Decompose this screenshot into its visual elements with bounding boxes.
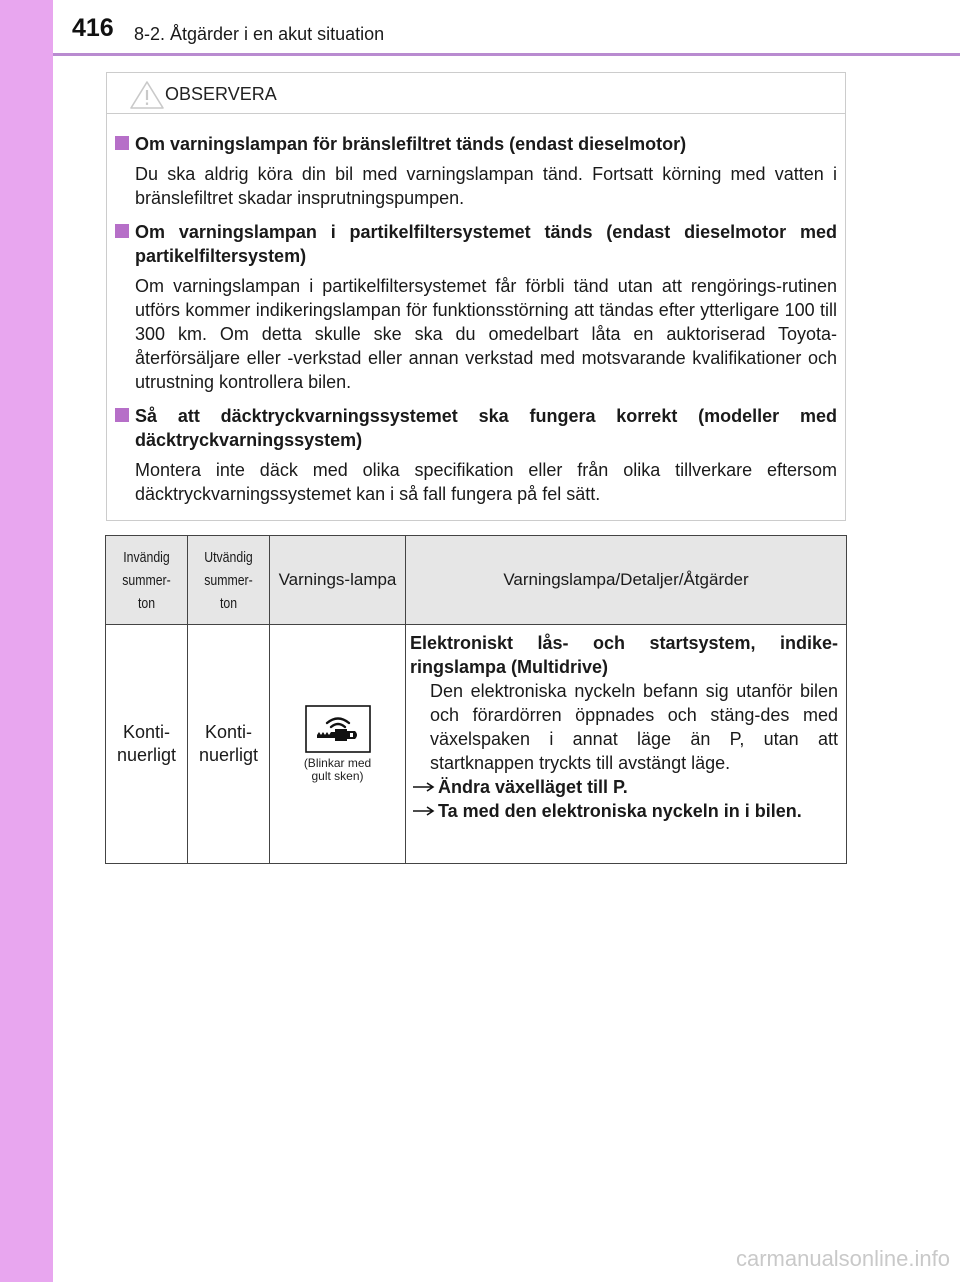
warning-triangle-icon [129, 80, 165, 110]
action-text: Ändra växelläget till P. [438, 777, 628, 797]
header-external-text: Utvändig summer-ton [204, 548, 253, 612]
lamp-icon-wrap [271, 705, 404, 783]
arrow-right-icon [412, 781, 436, 793]
page-number: 416 [72, 14, 114, 42]
header-warning-lamp: Varnings-lampa [270, 536, 406, 625]
caution-notes [107, 114, 845, 506]
cell-warning-lamp [270, 625, 406, 864]
action-item [410, 775, 838, 799]
side-tab-bar [0, 0, 53, 1282]
smart-key-warning-icon [305, 705, 371, 753]
header-internal-text: Invändig summer-ton [122, 548, 171, 612]
action-text: Ta med den elektroniska nyckeln in i bilen. [438, 801, 802, 821]
note-text: Montera inte däck med olika specifikation eller från olika tillverkare eftersom däcktryckvarningssystemet kan i så fall fungera på fel sätt. [135, 460, 837, 504]
note-title [113, 220, 837, 268]
detail-description: Den elektroniska nyckeln befann sig utanför bilen och förardörren öppnades och stäng-des med växelspaken i annat läge än P, utan att startknappen tryckts till avstängt läge. [430, 681, 838, 773]
note-title [113, 132, 837, 156]
square-bullet-icon [115, 408, 129, 422]
header-details: Varningslampa/Detaljer/Åtgärder [406, 536, 847, 625]
note-title-text: Om varningslampan för bränslefiltret tänds (endast dieselmotor) [135, 134, 687, 154]
cell-details [406, 625, 847, 864]
note-text: Om varningslampan i partikelfiltersystemet får förbli tänd utan att rengörings-rutinen utförs kommer indikeringslampan för funktionsstörning att tändas efter ytterligare 100 till 300 km. Om detta skulle ske ska du omedelbart låta en auktoriserad Toyota-återförsäljare eller -verkstad eller annan verkstad med motsvarande kvalifikationer och utrustning kontrollera bilen. [135, 276, 837, 392]
caution-header [107, 73, 845, 114]
lamp-note: (Blinkar med gult sken) [303, 756, 372, 783]
caution-note [113, 220, 837, 394]
cell-external-buzzer: Konti-nuerligt [188, 625, 270, 864]
table-row [106, 625, 847, 864]
header-divider [53, 53, 960, 56]
note-title-text: Så att däcktryckvarningssystemet ska fungera korrekt (modeller med däcktryckvarningssystem) [135, 406, 837, 450]
square-bullet-icon [115, 136, 129, 150]
chapter-title: 8-2. Åtgärder i en akut situation [134, 24, 385, 44]
watermark: carmanualsonline.info [735, 1246, 950, 1271]
header-internal-buzzer [106, 536, 188, 625]
note-text: Du ska aldrig köra din bil med varningslampan tänd. Fortsatt körning med vatten i bränslefiltret skadar insprutningspumpen. [135, 164, 837, 208]
header-external-buzzer [188, 536, 270, 625]
warning-table [105, 535, 847, 864]
note-title-text: Om varningslampan i partikelfiltersystemet tänds (endast dieselmotor med partikelfiltersystem) [135, 222, 837, 266]
caution-box [106, 72, 846, 521]
detail-title: Elektroniskt lås- och startsystem, indike-ringslampa (Multidrive) [410, 633, 838, 677]
arrow-right-icon [412, 805, 436, 817]
table-header-row [106, 536, 847, 625]
caution-label: OBSERVERA [165, 84, 277, 104]
note-title [113, 404, 837, 452]
action-item [410, 799, 838, 823]
square-bullet-icon [115, 224, 129, 238]
caution-note [113, 404, 837, 506]
cell-internal-buzzer: Konti-nuerligt [106, 625, 188, 864]
caution-note [113, 132, 837, 210]
